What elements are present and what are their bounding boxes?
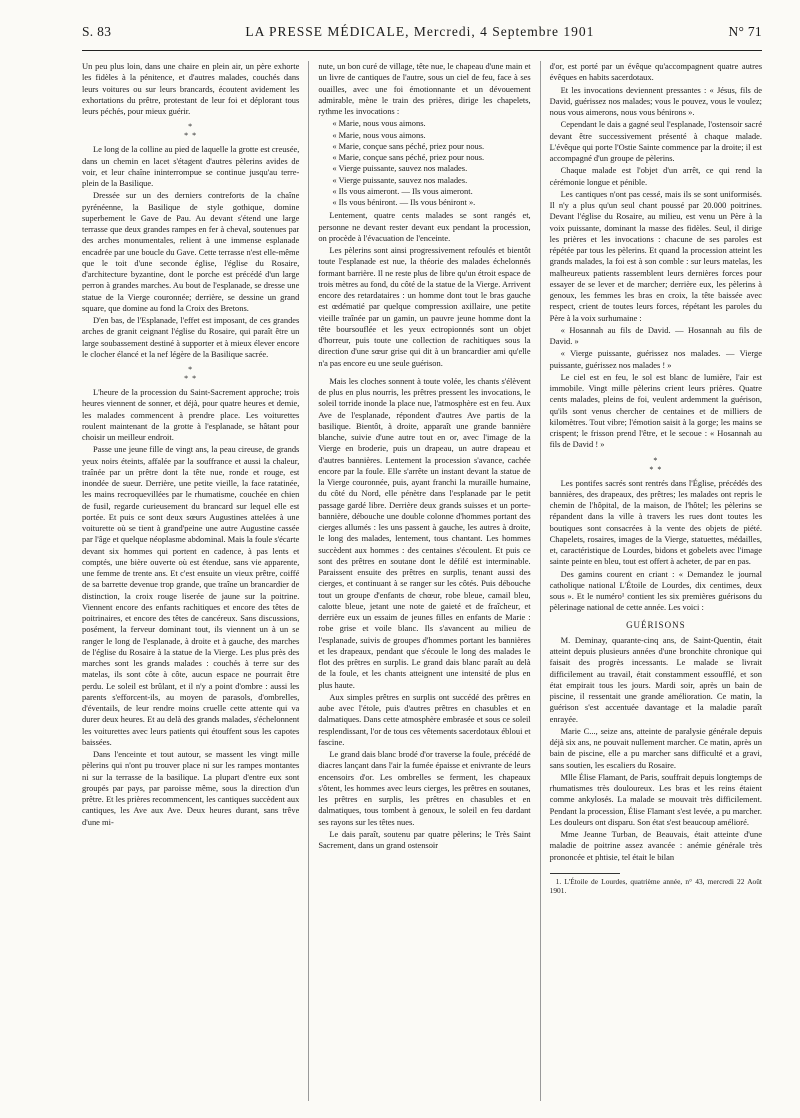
section-heading: GUÉRISONS <box>626 619 686 630</box>
paragraph: Et les invocations deviennent pressantes : « Jésus, fils de David, guérissez nos malades; vous le pouvez, vous le voulez; nous vous aimerons, nous vous bénirons ». <box>549 84 762 117</box>
footnote: 1. L'Étoile de Lourdes, quatrième année, n° 43, mercredi 22 Août 1901. <box>549 876 762 895</box>
paragraph: Un peu plus loin, dans une chaire en plein air, un père exhorte les fidèles à la pénitence, et d'autres malades, couchés dans leurs voitures ou sur leurs brancards, écoutent avidement les exhortations du prêtre, protestant de leur foi et déplorant tous leurs péchés, pour mieux guérir. <box>82 61 300 116</box>
column-1 <box>82 61 299 1101</box>
header-rule <box>82 50 762 51</box>
paragraph: Le grand dais blanc brodé d'or traverse la foule, précédé de diacres lançant dans l'air la fumée épaisse et enivrante de leurs encensoirs d'or. Les ombrelles se ferment, les chapeaux s'ôtent, les hommes avec leurs cierges, les prêtres en soutanes, les prêtres en surplis, les prêtres en chasubles et en dalmatiques, tous tombent à genoux, le soleil en feu dardant ses rayons sur les têtes nues. <box>318 749 531 827</box>
paragraph: Aux simples prêtres en surplis ont succédé des prêtres en aube avec l'étole, puis d'autres prêtres en chasubles et en dalmatiques. Dans cette atmosphère embrasée et sous ce soleil resplendissant, l'or de tous ces vêtements sacerdotaux ébloui et fascine. <box>318 691 531 747</box>
invocation-line: « Marie, nous vous aimons. <box>332 129 426 140</box>
issue-date: Mercredi, 4 Septembre 1901 <box>413 24 595 39</box>
paragraph: D'en bas, de l'Esplanade, l'effet est imposant, de ces grandes arches de granit ceignant l'église du Rosaire, qui paraît être un large soubassement destiné à supporter et à mieux élever encore le clocher élancé et la nef légère de la Basilique sacrée. <box>82 315 300 359</box>
journal-title <box>245 24 594 40</box>
invocation-line: « Marie, nous vous aimons. <box>332 118 426 129</box>
invocation-line: « Vierge puissante, sauvez nos malades. <box>332 163 468 174</box>
invocation-line: « Marie, conçue sans péché, priez pour nous. <box>332 152 485 162</box>
paragraph: Chaque malade est l'objet d'un arrêt, ce qui rend la cérémonie longue et pénible. <box>549 165 762 187</box>
invocation-list <box>318 118 530 208</box>
paragraph: Le dais paraît, soutenu par quatre pèlerins; le Très Saint Sacrement, dans un grand ostensoir <box>318 828 531 850</box>
invocation-line: « Vierge puissante, sauvez nos malades. <box>332 174 468 185</box>
paragraph: Dans l'enceinte et tout autour, se massent les vingt mille pèlerins qui n'ont pu trouver place ni sur les rampes montantes ni sur la terrasse de la basilique. La plupart d'entre eux sont groupés par pays, par paroisse même, sous la direction d'un prêtre. Et les prières recommencent, les cantiques succèdent aux cantiques, les Ave aux Ave. Deux heures durant, sans trêve d'une mi- <box>82 749 300 827</box>
journal-name: LA PRESSE MÉDICALE, <box>245 24 410 39</box>
paragraph: Mlle Élise Flamant, de Paris, souffrait depuis longtemps de rhumatismes très douloureux. Les bras et les reins étaient comme ankylosés. La malade se mouvait très difficilement. Pendant la procession, Élise Flamant s'est levée, a pu marcher. Les douleurs ont disparu. Son état s'est beaucoup amélioré. <box>549 771 762 827</box>
paragraph: Le ciel est en feu, le sol est blanc de lumière, l'air est immobile. Vingt mille pèlerins crient leurs prières. Quatre cents malades, pleins de foi, veulent ardemment la guérison, qu'ils sont venus chercher de centaines et de milliers de kilomètres. Tout vibre; l'émotion saisit à la gorge; les mains se crispent; le frisson prend l'être, et le secoue : « Hosannah au fils de David ! » <box>549 371 762 450</box>
paragraph: Passe une jeune fille de vingt ans, la peau cireuse, de grands yeux noirs éteints, affalée par la souffrance et aussi la chaleur, traînée par un prêtre dont la tête nue, ronde et rouge, est inondée de sueur. Derrière, une petite vieille, la face ratatinée, les mains recroquevillées par le rhumatisme, couchée en chien de fusil, regarde curieusement du brancard sur lequel elle est portée. Et puis ce sont deux sœurs Augustines attelées à une voiturette où se tient à grand'peine une autre Augustine cassée par l'âge et quelque néoplasme abdominal. Mais la foule s'écarte devant six hommes qui portent en cadence, à pas lents et comptés, une bière ouverte où est étendue, sans vie apparente, une femme de trente ans. Et c'est ensuite un vieux prêtre, coiffé de sa barrette devenue trop grande, que traîne un brancardier de distinction, la croix rouge liserée de jaune sur la poitrine. Viennent encore des enfants rachitiques et encore des têtes de poitrinaires, et encore des têtes de cancéreux. Sans discussions, posément, la ferveur dominant tout, ils viennent un à un se ranger le long de l'esplanade, à droite et à gauche, des marches de l'église du Rosaire à la statue de la Vierge. Les plus près des marches sont les grands malades : couchés à terre sur des matelas, ils sont côte à côte, aucun espace ne pourrait être perdu. Le soleil est brûlant, et il n'y a point d'ombre : aussi les parents s'efforcent-ils, au moyen de parasols, d'ombrelles, d'éventails, de leur rendre moins cruelle cette attente qui va durer deux heures. Et au delà des grands malades, s'échelonnent les voiturettes avec leurs patients qui étouffent sous les capotes baissées. <box>82 444 300 747</box>
paragraph: d'or, est porté par un évêque qu'accompagnent quatre autres évêques en habits sacerdotaux. <box>549 61 762 83</box>
page-header <box>82 24 762 46</box>
paragraph: Les pontifes sacrés sont rentrés dans l'Église, précédés des bannières, des drapeaux, des prêtres; les malades ont repris le chemin de l'hôpital, de la maison, de l'hôtel; les pèlerins se répandent dans la ville à travers les rues dont toutes les boutiques sont consacrées à la vente des objets de piété. Chapelets, rosaires, images de la Vierge, statuettes, médailles, et, caractéristique de Lourdes, bidons et gobelets avec l'image sainte peinte en bleu, tout est offert à acheter, de par en pas. <box>549 477 762 567</box>
paragraph: Les pèlerins sont ainsi progressivement refoulés et bientôt toute l'esplanade est nue, la théorie des malades échelonnés formant barrière. Il ne reste plus de libre qu'un étroit espace de trois mètres au fond, du côté de la statue de la Vierge. Arrivent encore des retardataires : un homme dont tout le bras gauche est œdématié par quelque compression axillaire, une petite vieille traînée par un gamin, un pauvre jeune homme dont la tête boursouflée et les yeux ectropionnés sont un objet d'horreur, puis toute une collection de rachitiques sous la direction d'une sœur grise qui dit à un brancardier ami qu'elle n'a pas encore eu une seule guérison. <box>318 245 531 368</box>
paragraph: Marie C..., seize ans, atteinte de paralysie générale depuis déjà six ans, ne pouvait nullement marcher. Ce matin, après un bain de piscine, elle a pu marcher sans difficulté et a gravi, sans soutien, les escaliers du Rosaire. <box>549 725 762 770</box>
invocation-line: « Ils vous aimeront. — Ils vous aimeront. <box>332 185 473 196</box>
paragraph: Cependant le dais a gagné seul l'esplanade, l'ostensoir sacré devant être successivement présenté à chaque malade. L'évêque qui porte l'Ostie Sainte commence par la droite; il est accompagné d'un groupe de pèlerins. <box>549 119 762 163</box>
paragraph: Lentement, quatre cents malades se sont rangés et, personne ne devant rester devant eux pendant la procession, on procède à l'évacuation de l'enceinte. <box>318 210 531 243</box>
column-3 <box>540 61 762 1101</box>
paragraph: M. Deminay, quarante-cinq ans, de Saint-Quentin, était atteint depuis plusieurs années d'une bronchite chronique qui faisait des progrès incessants. Le malade se livrait difficilement au travail, était constamment essoufflé, et son état empirait tous les jours. Mardi soir, après un bain de piscine, il ressentait une grande amélioration. Ce matin, la guérison s'est accentuée davantage et la maladie paraît enrayée. <box>549 634 762 724</box>
paragraph: Dressée sur un des derniers contreforts de la chaîne pyrénéenne, la Basilique de style gothique, domine superbement le Gave de Pau. Au devant s'étend une large terrasse que deux grandes rampes en fer à cheval, soutenues par des arches monumentales, relient à une immense esplanade encadrée par une boucle du Gave. Cette terrasse n'est elle-même que le toit d'une seconde église, l'église du Rosaire, d'architecture byzantine, dont le porche est précédé d'un large perron à grandes marches. Au bout de l'esplanade, se dresse une statue de la Vierge couronnée; derrière, se dessine un grand square, que domine au fond la Croix des Bretons. <box>82 190 300 313</box>
section-separator: * * * <box>184 122 198 141</box>
paragraph: L'heure de la procession du Saint-Sacrement approche; trois heures viennent de sonner, et déjà, pour quatre heures et demie, les malades commencent à prendre place. Les voiturettes roulent maintenant de la grotte à l'esplanade, se hâtant pour choisir un meilleur endroit. <box>82 387 300 442</box>
page-number: S. 83 <box>82 24 112 39</box>
paragraph: « Vierge puissante, guérissez nos malades. — Vierge puissante, guérissez nos malades ! » <box>549 348 762 370</box>
invocation-line: « Marie, conçue sans péché, priez pour nous. <box>332 140 485 151</box>
paragraph: Les cantiques n'ont pas cessé, mais ils se sont uniformisés. Il n'y a plus qu'un seul chant poussé par 20.000 poitrines. Devant l'église du Rosaire, au milieu, est venu un Père à la voix puissante, dominant la masse des fidèles. Seul, il dirige les prières et les invocations : chacune de ses paroles est répétée par tous les pèlerins. Et quand la procession atteint les grands malades, la foi est à son comble : sur leurs matelas, les malheureux patients rassemblent leurs dernières forces pour essayer de se lever et de marcher; derrière eux, les pèlerins à genoux, les femmes les bras en croix, la tête baissée avec respect, crient de toutes leurs forces, répétant les paroles du Père à la voix surhumaine : <box>549 188 762 323</box>
section-separator: * * * <box>649 455 663 474</box>
footnote-rule <box>550 873 620 874</box>
paragraph: Mme Jeanne Turban, de Beauvais, était atteinte d'une maladie de poitrine assez avancée : anémie générale très prononcée et phtisie, tel était le bilan <box>549 829 762 862</box>
paragraph: Mais les cloches sonnent à toute volée, les chants s'élèvent de plus en plus nourris, les prêtres pressent les invocations, le soleil torride inonde la place nue, l'atmosphère est en feu. Aux Ave de l'esplanade, répondent d'autres Ave partis de la basilique. Bientôt, à droite, apparaît une grande bannière blanche, suivie d'une autre tout en or, avec l'image de la Vierge en broderie, puis un drapeau, un autre drapeau et d'autres bannières. Lentement la procession s'avance, cachée encore par la foule. Elle s'arrête un instant devant la statue de la Vierge couronnée, puis, ayant franchi la muraille humaine, du côté du Nord, elle pénètre dans l'esplanade par le petit passage gardé libre. Derrière deux grands suisses et un porte-bannière, débouche une double colonne d'hommes portant des cierges allumés : les uns passent à gauche, les autres à droite, le long des malades, lentement, tous chantant. Les hommes succèdent aux hommes : des centaines s'écoulent. Et puis ce sont des prêtres en soutane dont le défilé est interminable. Paraissent ensuite des prêtres en surplis, tenant aussi des cierges, et continuant à se ranger sur les côtés. Puis débouche tout un groupe d'enfants de chœur, robe bleue, camail bleu, calotte bleue, jetant une note de gaieté et de fraîcheur, et derrière eux un essaim de jeunes filles en enfants de Marie : robe grise et voile blanc. Ils s'avancent au milieu de l'esplanade, suivis de groupes d'hommes portant les bannières et les drapeaux, pendant que s'écoule le long des malades le flot des prêtres en surplis. Le grand dais blanc paraît au delà de la foule, et les chants atteignent une intensité de plus en plus haute. <box>318 375 531 690</box>
paragraph: nute, un bon curé de village, tête nue, le chapeau d'une main et un livre de cantiques de l'autre, sous un ciel de feu, face à ses ouailles, avec une foi émotionnante et un dévouement admirable, mène le train des prières, dirige les chapelets, rythme les invocations : <box>318 61 531 116</box>
paragraph: Le long de la colline au pied de laquelle la grotte est creusée, dans un chemin en lacet s'étagent d'autres pèlerins avides de voir, et leur chaîne ininterrompue se continue jusqu'au terre-plein de la Basilique. <box>82 144 300 188</box>
column-2 <box>308 61 530 1101</box>
section-separator: * * * <box>184 365 198 383</box>
paragraph: « Hosannah au fils de David. — Hosannah au fils de David. » <box>549 324 762 346</box>
article-columns <box>82 61 762 1101</box>
issue-number: N° 71 <box>728 24 762 39</box>
invocation-line: « Ils vous béniront. — Ils vous béniront ». <box>332 197 476 207</box>
paragraph: Des gamins courent en criant : « Demandez le journal catholique national L'Étoile de Lourdes, dix centimes, deux sous ». Et le numéro¹ contient les six premières guérisons du pèlerinage national de cette année. Les voici : <box>549 568 762 613</box>
